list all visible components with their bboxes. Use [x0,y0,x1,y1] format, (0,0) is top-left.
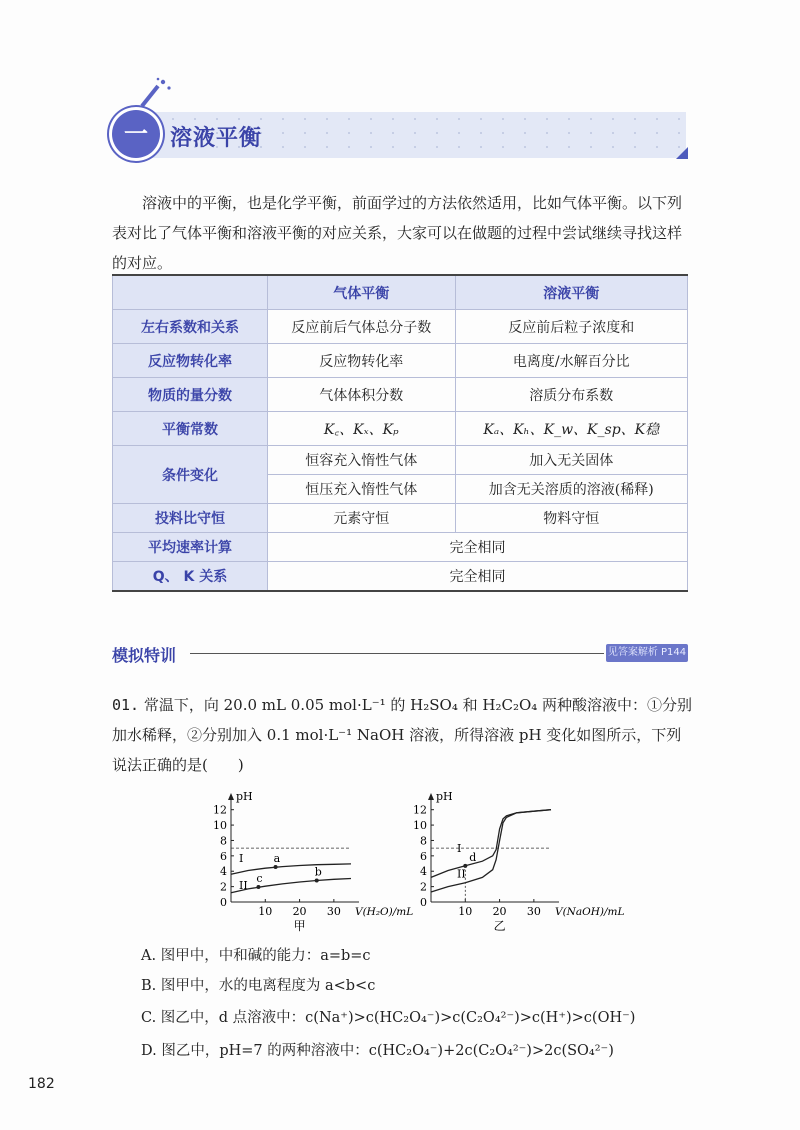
section-header-corner [676,147,688,159]
chart-title: 乙 [493,919,506,933]
x-tick-label: 20 [292,905,307,918]
section-title: 溶液平衡 [170,126,263,151]
solution-cell: 电离度/水解百分比 [455,344,688,378]
row-label: 平衡常数 [113,412,268,446]
row-label: 条件变化 [113,446,268,504]
table-header-row [113,275,688,310]
series-line-II [431,810,551,892]
option-b[interactable]: B. 图甲中，水的电离程度为 a<b<c [141,978,376,994]
option-d[interactable]: D. 图乙中，pH=7 的两种溶液中：c(HC₂O₄⁻)+2c(C₂O₄²⁻)>2c(SO₄²⁻) [141,1043,614,1059]
x-tick-label: 10 [458,905,473,918]
x-axis-label: V(NaOH)/mL [555,906,625,918]
series-label: II [239,878,248,892]
y-tick-label: 10 [413,819,427,833]
solution-cell: 加入无关固体 [455,446,688,475]
gas-cell: 恒压充入惰性气体 [268,475,456,504]
gas-cell: 元素守恒 [268,504,456,533]
y-tick-label: 0 [220,896,227,909]
solution-cell: 加含无关溶质的溶液(稀释) [455,475,688,504]
table-row [113,446,688,475]
merged-cell: 完全相同 [268,533,688,562]
table-row [113,344,688,378]
y-tick-label: 2 [420,880,427,894]
point-label: d [469,850,477,864]
merged-cell: 完全相同 [268,562,688,592]
x-axis-label: V(H₂O)/mL [355,906,414,918]
question-number: 01. [112,696,140,714]
y-tick-label: 6 [220,849,227,863]
point-label: a [273,852,281,865]
y-tick-label: 0 [420,896,427,909]
table-row [113,533,688,562]
chart-jia [205,786,414,936]
chart-yi [405,786,625,936]
solution-cell: 物料守恒 [455,504,688,533]
series-label: I [457,842,462,855]
y-axis-label: pH [236,790,253,803]
row-label: 左右系数和关系 [113,310,268,344]
table-row [113,310,688,344]
y-tick-label: 10 [213,819,227,833]
question-text [112,690,694,780]
x-tick-label: 20 [492,905,507,918]
point-label: c [256,872,263,885]
y-tick-label: 12 [213,803,227,817]
table-row [113,504,688,533]
point-b [315,878,319,882]
gas-cell: 反应物转化率 [268,344,456,378]
gas-cell: 恒容充入惰性气体 [268,446,456,475]
gas-cell: K꜀、Kₓ、Kₚ [268,412,456,446]
table-row [113,562,688,592]
point-c [256,885,260,889]
answer-ref-badge: 见答案解析 P144 [606,644,688,662]
y-axis-label: pH [436,790,453,803]
row-label: 物质的量分数 [113,378,268,412]
gas-cell: 气体体积分数 [268,378,456,412]
table-header-gas: 气体平衡 [268,275,456,310]
y-tick-label: 8 [420,834,427,848]
row-label: Q、 K 关系 [113,562,268,592]
intro-paragraph: 溶液中的平衡，也是化学平衡，前面学过的方法依然适用，比如气体平衡。以下列表对比了气体平衡和溶液平衡的对应关系，大家可以在做题的过程中尝试继续寻找这样的对应。 [112,194,683,272]
row-label: 平均速率计算 [113,533,268,562]
section-number: 一 [124,120,148,148]
practice-title: 模拟特训 [112,646,177,665]
table-header-solution: 溶液平衡 [455,275,688,310]
y-tick-label: 12 [413,803,427,817]
y-axis-arrow [228,793,234,800]
solution-cell: 溶质分布系数 [455,378,688,412]
row-label: 投料比守恒 [113,504,268,533]
x-tick-label: 30 [526,905,541,918]
y-tick-label: 8 [220,834,227,848]
table-row [113,412,688,446]
option-c[interactable]: C. 图乙中，d 点溶液中：c(Na⁺)>c(HC₂O₄⁻)>c(C₂O₄²⁻)>c(H⁺)>c(OH⁻) [141,1010,636,1026]
question-body: 常温下，向 20.0 mL 0.05 mol·L⁻¹ 的 H₂SO₄ 和 H₂C₂O₄ 两种酸溶液中：①分别加水稀释，②分别加入 0.1 mol·L⁻¹ NaOH 溶液，所得溶液 pH 变化如图所示，下列说法正确的是( ) [112,696,693,774]
solution-cell: Kₐ、Kₕ、K_w、K_sp、K稳 [455,412,688,446]
comparison-table [112,274,688,592]
series-label: I [239,852,244,865]
solution-cell: 反应前后粒子浓度和 [455,310,688,344]
chart-title: 甲 [293,919,306,933]
point-label: b [314,865,322,879]
y-axis-arrow [428,793,434,800]
page-number: 182 [28,1076,55,1092]
table-header-empty [113,275,268,310]
practice-divider [190,653,604,654]
x-tick-label: 10 [258,905,273,918]
series-line-I [431,810,551,881]
y-tick-label: 4 [420,865,427,879]
series-line-II [231,879,351,893]
series-label: II [457,867,466,881]
gas-cell: 反应前后气体总分子数 [268,310,456,344]
x-tick-label: 30 [326,905,341,918]
y-tick-label: 4 [220,865,227,879]
option-a[interactable]: A. 图甲中，中和碱的能力：a=b=c [141,948,371,964]
y-tick-label: 6 [420,849,427,863]
point-a [274,865,278,869]
series-line-I [231,864,351,874]
table-row [113,378,688,412]
row-label: 反应物转化率 [113,344,268,378]
y-tick-label: 2 [220,880,227,894]
